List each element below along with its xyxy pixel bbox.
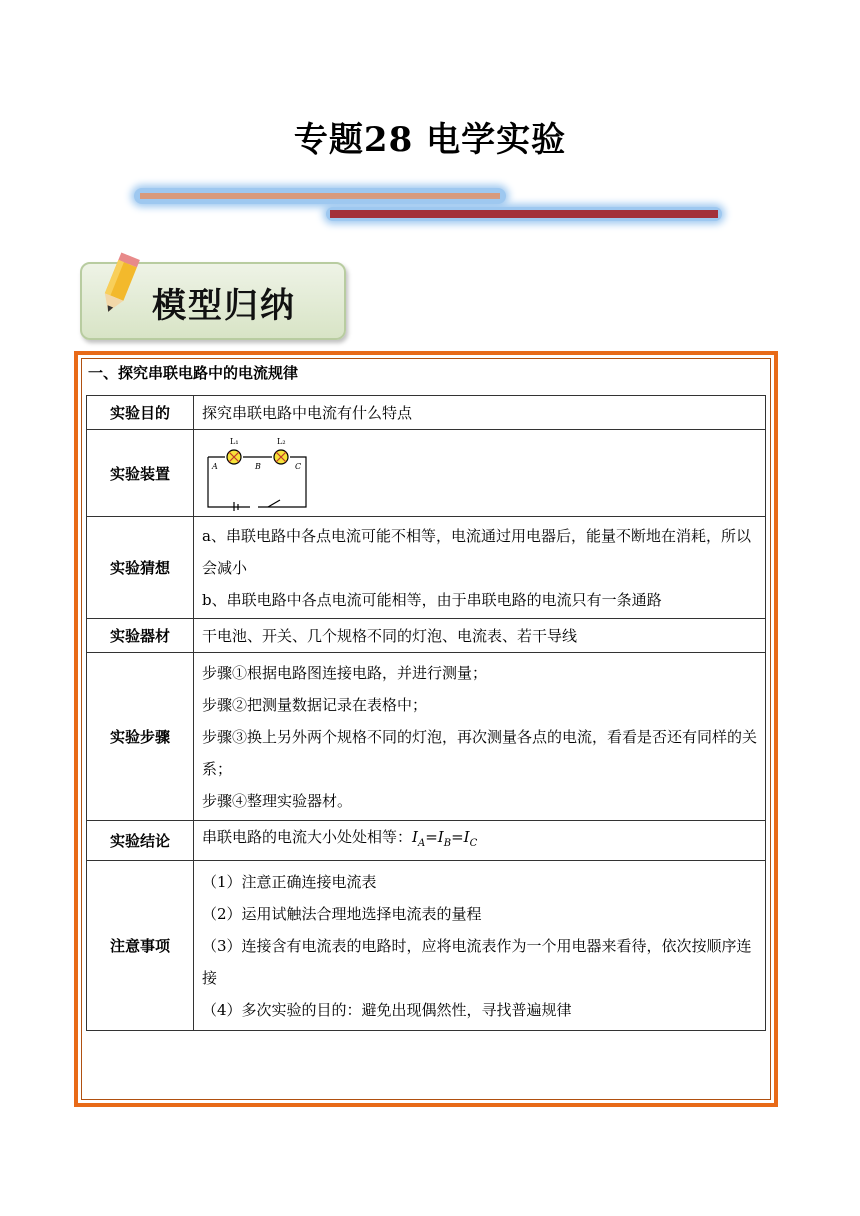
table-row bbox=[87, 653, 766, 821]
circuit-diagram-cell bbox=[194, 430, 766, 517]
badge-label: 模型归纳 bbox=[152, 286, 296, 326]
lamp1-label: L₁ bbox=[230, 437, 239, 446]
decorative-bar-top bbox=[134, 188, 506, 204]
point-b-label: B bbox=[255, 462, 261, 471]
table-row bbox=[87, 396, 766, 430]
point-c-label: C bbox=[295, 462, 302, 471]
table-row bbox=[87, 861, 766, 1031]
point-a-label: A bbox=[212, 462, 218, 471]
table-row bbox=[87, 517, 766, 619]
row-label: 实验器材 bbox=[87, 619, 194, 653]
circuit-diagram bbox=[202, 435, 312, 511]
row-value: 探究串联电路中电流有什么特点 bbox=[194, 396, 766, 430]
section-title: 一、探究串联电路中的电流规律 bbox=[88, 364, 299, 382]
decorative-bar-bottom bbox=[326, 207, 722, 221]
row-label: 实验步骤 bbox=[87, 653, 194, 821]
lamp2-label: L₂ bbox=[277, 437, 286, 446]
row-value: 步骤①根据电路图连接电路，并进行测量； 步骤②把测量数据记录在表格中； 步骤③换上另外两个规格不同的灯泡，再次测量各点的电流，看看是否还有同样的关系； 步骤④整理实验器材。 bbox=[194, 653, 766, 821]
experiment-table bbox=[86, 395, 766, 1031]
row-label: 注意事项 bbox=[87, 861, 194, 1031]
row-value: 干电池、开关、几个规格不同的灯泡、电流表、若干导线 bbox=[194, 619, 766, 653]
pencil-icon bbox=[92, 252, 146, 318]
row-value: （1）注意正确连接电流表 （2）运用试触法合理地选择电流表的量程 （3）连接含有电流表的电路时，应将电流表作为一个用电器来看待，依次按顺序连接 （4）多次实验的目的：避免出现偶然性，寻找普遍规律 bbox=[194, 861, 766, 1031]
table-row bbox=[87, 619, 766, 653]
row-value: a、串联电路中各点电流可能不相等，电流通过用电器后，能量不断地在消耗，所以会减小 b、串联电路中各点电流可能相等，由于串联电路的电流只有一条通路 bbox=[194, 517, 766, 619]
page-title: 专题28 电学实验 bbox=[293, 120, 567, 160]
row-label: 实验结论 bbox=[87, 821, 194, 861]
row-label: 实验装置 bbox=[87, 430, 194, 517]
table-row bbox=[87, 821, 766, 861]
table-row bbox=[87, 430, 766, 517]
row-label: 实验猜想 bbox=[87, 517, 194, 619]
row-label: 实验目的 bbox=[87, 396, 194, 430]
row-value: 串联电路的电流大小处处相等：$I_A=I_B=I_C$ bbox=[194, 821, 766, 861]
